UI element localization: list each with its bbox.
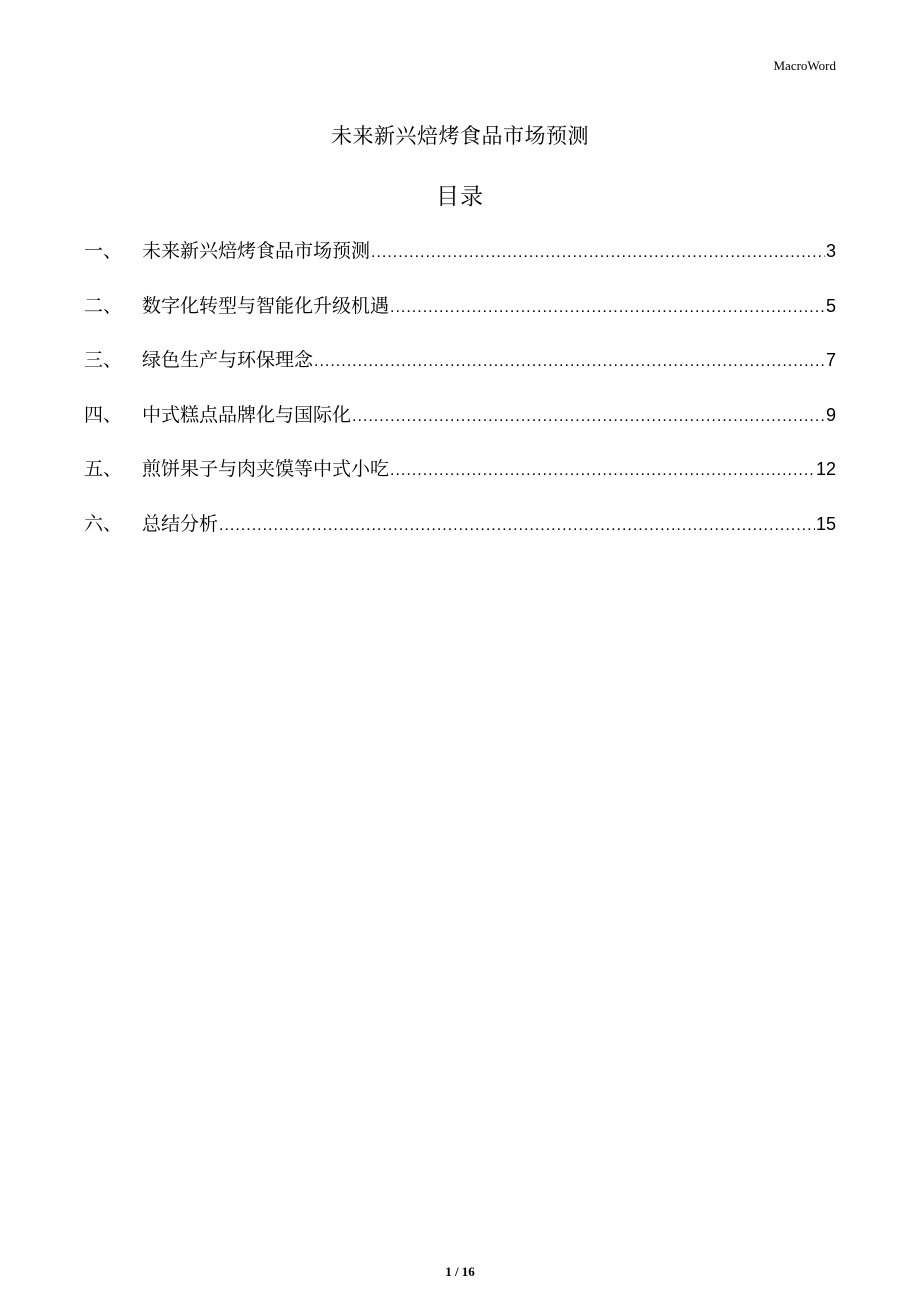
toc-entry-number: 二、 [84, 294, 123, 317]
toc-entry-page: 3 [825, 241, 836, 261]
toc-entry-number: 五、 [84, 458, 123, 481]
toc-dot-leader [314, 343, 825, 381]
toc-heading: 目录 [436, 184, 484, 210]
toc-entry-page: 7 [825, 350, 836, 371]
toc-entry-title[interactable]: 总结分析 [142, 512, 219, 535]
toc-dot-leader [352, 398, 825, 436]
toc-dot-leader [390, 452, 815, 490]
toc-entry-page: 15 [815, 513, 836, 534]
toc-entry-page: 12 [815, 459, 836, 480]
toc-entry[interactable] [84, 396, 836, 451]
toc-entry-number: 三、 [84, 349, 123, 372]
toc-entry-title[interactable]: 未来新兴焙烤食品市场预测 [142, 240, 371, 262]
toc-dot-leader [371, 234, 825, 272]
toc-entry[interactable] [84, 287, 836, 342]
toc-entry-title[interactable]: 绿色生产与环保理念 [142, 349, 314, 372]
toc-entry-title[interactable]: 煎饼果子与肉夹馍等中式小吃 [142, 458, 390, 481]
document-title: 未来新兴焙烤食品市场预测 [331, 124, 589, 148]
toc-entry-page: 5 [825, 295, 836, 316]
toc-entry[interactable] [84, 341, 836, 396]
page-number-footer: 1 / 16 [445, 1264, 475, 1279]
toc-entry-number: 一、 [84, 240, 123, 262]
header-brand: MacroWord [773, 58, 836, 73]
toc-entry-number: 四、 [84, 403, 123, 426]
toc-entry[interactable] [84, 505, 836, 560]
toc-dot-leader [219, 507, 815, 545]
toc-dot-leader [390, 289, 825, 327]
toc-entry-page: 9 [825, 404, 836, 425]
toc-entry[interactable] [84, 232, 836, 287]
toc-entry-title[interactable]: 中式糕点品牌化与国际化 [142, 403, 352, 426]
toc-entry-title[interactable]: 数字化转型与智能化升级机遇 [142, 294, 390, 317]
toc-entry-number: 六、 [84, 512, 123, 535]
table-of-contents [84, 232, 836, 560]
toc-entry[interactable] [84, 450, 836, 505]
